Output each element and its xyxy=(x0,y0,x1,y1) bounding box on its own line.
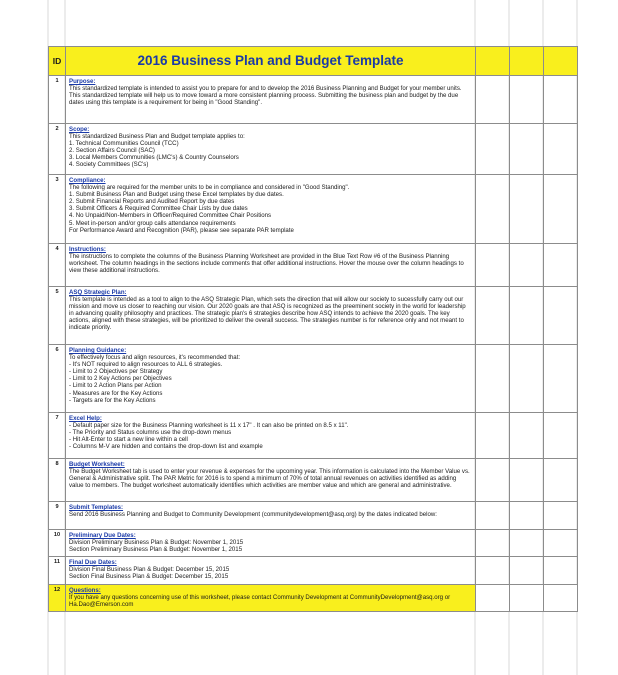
section-line: 5. Meet in-person and/or group calls attendance requirements xyxy=(69,219,236,227)
header-row xyxy=(49,47,578,76)
empty-cell[interactable] xyxy=(476,502,510,530)
empty-cell[interactable] xyxy=(476,124,510,175)
empty-cell[interactable] xyxy=(544,124,578,175)
empty-cell[interactable] xyxy=(544,459,578,502)
section-title-link[interactable]: Budget Worksheet: xyxy=(69,461,125,468)
empty-cell[interactable] xyxy=(510,244,544,287)
section-line: 3. Local Members Communities (LMC's) & Country Counselors xyxy=(69,154,239,162)
empty-cell[interactable] xyxy=(544,175,578,244)
section-title-link[interactable]: ASQ Strategic Plan: xyxy=(69,289,127,296)
content-cell[interactable] xyxy=(66,502,476,530)
section-title-link[interactable]: Final Due Dates: xyxy=(69,559,117,567)
section-body: This standardized template is intended to assist you to prepare for and to develop the 2016 Business Planning and Budget for your member units. This standardized template will help us to move toward a more consistent planning process. Submitting the business plan and budget by the due dates using this template is a requirement for being in "Good Standing". xyxy=(69,85,462,107)
section-line: Section Preliminary Business Plan & Budget: November 1, 2015 xyxy=(69,546,243,554)
section-line: - Hit Alt-Enter to start a new line within a cell xyxy=(69,436,188,444)
row-id[interactable]: 1 xyxy=(49,76,66,124)
section-body: The instructions to complete the columns of the Business Planning Worksheet are provided in the Blue Text Row #6 of the Business Planning worksheet. The column headings in the sections include comments that offer additional instructions. Hover the mouse over the column headings to view these additional instructions. xyxy=(69,253,464,275)
section-row-purpose xyxy=(49,76,578,124)
section-row-scope xyxy=(49,124,578,175)
empty-cell[interactable] xyxy=(476,47,510,76)
section-line: 4. No Unpaid/Non-Members in Officer/Required Committee Chair Positions xyxy=(69,212,272,220)
empty-cell[interactable] xyxy=(510,459,544,502)
section-title-link[interactable]: Questions: xyxy=(69,586,101,594)
empty-cell[interactable] xyxy=(476,287,510,345)
page-title[interactable]: 2016 Business Plan and Budget Template xyxy=(66,47,476,76)
row-id[interactable]: 3 xyxy=(49,175,66,244)
empty-cell[interactable] xyxy=(476,345,510,413)
section-line: Division Final Business Plan & Budget: December 15, 2015 xyxy=(69,566,230,574)
business-plan-table xyxy=(48,46,578,612)
section-line: - It's NOT required to align resources to ALL 6 strategies. xyxy=(69,361,223,369)
section-line: Section Final Business Plan & Budget: December 15, 2015 xyxy=(69,573,229,581)
section-line: - The Priority and Status columns use the drop-down menus xyxy=(69,429,232,437)
empty-cell[interactable] xyxy=(544,76,578,124)
empty-cell[interactable] xyxy=(544,413,578,459)
row-id[interactable]: 7 xyxy=(49,413,66,459)
section-line: 1. Technical Communities Council (TCC) xyxy=(69,140,179,148)
section-row-budget-worksheet xyxy=(49,459,578,502)
content-cell[interactable] xyxy=(66,175,476,244)
section-title-link[interactable]: Scope: xyxy=(69,126,90,133)
empty-cell[interactable] xyxy=(544,502,578,530)
empty-cell[interactable] xyxy=(544,244,578,287)
section-body: The Budget Worksheet tab is used to enter your revenue & expenses for the upcoming year. This information is calculated into the Member Value vs. General & Administrative split. The PAR Metric for 2016 is to spend a minimum of 70% of total annual revenues on activities identified as adding value to members. The budget worksheet automatically identifies which activities are member value and which are general and administrative. xyxy=(69,468,470,490)
empty-cell[interactable] xyxy=(510,287,544,345)
empty-cell[interactable] xyxy=(476,175,510,244)
section-line: 4. Society Committees (SC's) xyxy=(69,161,149,169)
section-row-planning-guidance xyxy=(49,345,578,413)
empty-cell[interactable] xyxy=(476,557,510,584)
empty-cell[interactable] xyxy=(510,413,544,459)
content-cell[interactable] xyxy=(66,124,476,175)
empty-cell[interactable] xyxy=(510,175,544,244)
empty-cell[interactable] xyxy=(510,584,544,611)
section-line: This standardized Business Plan and Budget template applies to: xyxy=(69,133,245,141)
section-row-compliance xyxy=(49,175,578,244)
section-line: 3. Submit Officers & Required Committee Chair Lists by due dates xyxy=(69,205,248,213)
empty-cell[interactable] xyxy=(544,287,578,345)
section-line: - Targets are for the Key Actions xyxy=(69,396,156,404)
section-line: To effectively focus and align resources, it's recommended that: xyxy=(69,354,241,362)
empty-cell[interactable] xyxy=(544,584,578,611)
row-id[interactable]: 12 xyxy=(49,584,66,611)
section-line: - Limit to 2 Action Plans per Action xyxy=(69,382,162,390)
section-row-questions xyxy=(49,584,578,611)
row-id[interactable]: 9 xyxy=(49,502,66,530)
section-title-link[interactable]: Excel Help: xyxy=(69,415,102,422)
section-row-instructions xyxy=(49,244,578,287)
empty-cell[interactable] xyxy=(510,345,544,413)
section-title-link[interactable]: Instructions: xyxy=(69,246,106,253)
content-cell[interactable] xyxy=(66,244,476,287)
empty-cell[interactable] xyxy=(510,557,544,584)
content-cell[interactable] xyxy=(66,413,476,459)
section-row-strategic-plan xyxy=(49,287,578,345)
section-line: - Columns M-V are hidden and contains the drop-down list and example xyxy=(69,443,263,451)
content-cell[interactable] xyxy=(66,287,476,345)
section-line: - Default paper size for the Business Planning worksheet is 11 x 17" . It can also be printed on 8.5 x 11". xyxy=(69,422,349,430)
content-cell[interactable] xyxy=(66,584,476,611)
row-id[interactable]: 6 xyxy=(49,345,66,413)
empty-cell[interactable] xyxy=(510,47,544,76)
empty-cell[interactable] xyxy=(476,584,510,611)
section-title-link[interactable]: Planning Guidance: xyxy=(69,347,127,354)
section-body: This template is intended as a tool to align to the ASQ Strategic Plan, which sets the direction that will allow our society to sucessfully carry out our mission and move us closer to reaching our vision. Our 2020 goals are that ASQ is recognized as the preeminent society in the world for leadership in advancing quality philosophy and practices. The strategic plan's 6 strategies describe how ASQ intends to achieve the 2020 goals. The key actions, aligned with these strategies, will be prioritized to deliver the overall success. The strategies number is for reference only and not meant to indicate priority. xyxy=(69,296,466,332)
section-line: Division Preliminary Business Plan & Budget: November 1, 2015 xyxy=(69,539,244,547)
section-line: For Performance Award and Recognition (PAR), please see separate PAR template xyxy=(69,226,294,234)
section-title-link[interactable]: Compliance: xyxy=(69,177,106,184)
row-id[interactable]: 10 xyxy=(49,530,66,557)
section-row-preliminary-due-dates xyxy=(49,530,578,557)
empty-cell[interactable] xyxy=(544,47,578,76)
content-cell[interactable] xyxy=(66,345,476,413)
empty-cell[interactable] xyxy=(510,502,544,530)
section-body: If you have any questions concerning use of this worksheet, please contact Community Development at CommunityDevelopment@asq.org or Ha.Dao@Emerson.com xyxy=(69,593,451,608)
section-row-excel-help xyxy=(49,413,578,459)
section-title-link[interactable]: Preliminary Due Dates: xyxy=(69,532,136,539)
empty-cell[interactable] xyxy=(544,345,578,413)
row-id[interactable]: 2 xyxy=(49,124,66,175)
row-id[interactable]: 8 xyxy=(49,459,66,502)
row-id[interactable]: 5 xyxy=(49,287,66,345)
section-row-final-due-dates xyxy=(49,557,578,584)
content-cell[interactable] xyxy=(66,459,476,502)
empty-cell[interactable] xyxy=(476,413,510,459)
id-header-cell[interactable]: ID xyxy=(49,47,66,76)
section-line: 2. Section Affairs Council (SAC) xyxy=(69,147,155,155)
section-title-link[interactable]: Submit Templates: xyxy=(69,504,124,511)
empty-cell[interactable] xyxy=(510,530,544,557)
content-cell[interactable] xyxy=(66,530,476,557)
section-line: - Limit to 2 Objectives per Strategy xyxy=(69,368,163,376)
content-cell[interactable] xyxy=(66,76,476,124)
empty-cell[interactable] xyxy=(476,244,510,287)
empty-cell[interactable] xyxy=(476,459,510,502)
empty-cell[interactable] xyxy=(510,124,544,175)
content-cell[interactable] xyxy=(66,557,476,584)
section-row-submit-templates xyxy=(49,502,578,530)
empty-cell[interactable] xyxy=(510,76,544,124)
section-body: Send 2016 Business Planning and Budget to Community Development (communitydevelopment@asq.org) by the dates indicated below: xyxy=(69,511,437,519)
section-line: 1. Submit Business Plan and Budget using these Excel templates by due dates. xyxy=(69,191,284,199)
section-line: - Limit to 2 Key Actions per Objectives xyxy=(69,375,172,383)
empty-cell[interactable] xyxy=(544,557,578,584)
row-id[interactable]: 4 xyxy=(49,244,66,287)
empty-cell[interactable] xyxy=(544,530,578,557)
row-id[interactable]: 11 xyxy=(49,557,66,584)
section-line: - Measures are for the Key Actions xyxy=(69,389,163,397)
section-line: The following are required for the member units to be in compliance and considered in "Good Standing". xyxy=(69,184,350,192)
section-line: 2. Submit Financial Reports and Audited Report by due dates xyxy=(69,198,235,206)
section-title-link[interactable]: Purpose: xyxy=(69,78,96,85)
empty-cell[interactable] xyxy=(476,76,510,124)
empty-cell[interactable] xyxy=(476,530,510,557)
